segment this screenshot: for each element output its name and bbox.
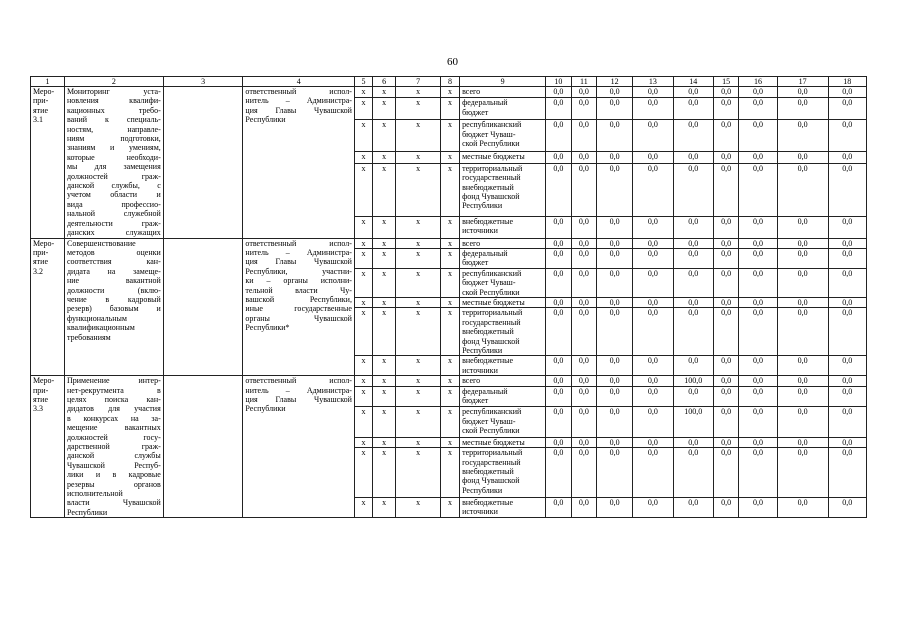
amount-cell: 0,0 [713,356,738,376]
amount-cell: 0,0 [546,497,571,517]
measure-col3 [163,238,243,376]
responsible-executor: ответственный испол- нитель – Администра- ция Главы Чувашской Республики, участни- ки – органы исполни- тельной власти Чу- вашской Республики, иные государственные органы Чувашской Республики* [243,238,355,376]
amount-cell: 0,0 [571,356,596,376]
funding-source: республиканский бюджет Чуваш- ской Республики [460,407,546,437]
measure-title: Применение интер- нет-рекрутмента в целях поиска кан- дидатов для участия в конкурсах на за- мещение вакантных должностей госу- дарственной граж- данской службы Чувашской Респуб- лики и в кадровые резервы органов исполнительной власти Чувашской Республики [64,376,163,518]
code-cell: x [373,120,396,152]
code-cell: x [373,448,396,498]
code-cell: x [373,87,396,98]
amount-cell: 0,0 [546,437,571,448]
amount-cell: 0,0 [739,248,777,268]
amount-cell: 0,0 [739,87,777,98]
amount-cell: 0,0 [777,297,828,307]
amount-cell: 0,0 [777,308,828,356]
code-cell: x [396,407,441,437]
amount-cell: 0,0 [633,248,673,268]
code-cell: x [354,376,372,387]
amount-cell: 0,0 [597,87,633,98]
amount-cell: 0,0 [739,497,777,517]
amount-cell: 0,0 [571,98,596,120]
funding-source: всего [460,376,546,387]
amount-cell: 0,0 [713,238,738,248]
code-cell: x [440,152,459,163]
amount-cell: 0,0 [673,248,713,268]
amount-cell: 0,0 [597,297,633,307]
amount-cell: 0,0 [828,268,866,297]
funding-source: внебюджетные источники [460,356,546,376]
code-cell: x [440,163,459,216]
amount-cell: 0,0 [739,120,777,152]
amount-cell: 0,0 [571,308,596,356]
amount-cell: 0,0 [546,308,571,356]
amount-cell: 0,0 [739,437,777,448]
amount-cell: 0,0 [673,87,713,98]
amount-cell: 0,0 [673,356,713,376]
code-cell: x [396,448,441,498]
amount-cell: 0,0 [828,163,866,216]
amount-cell: 0,0 [633,448,673,498]
code-cell: x [354,87,372,98]
measure-label: Меро- при- ятие 3.1 [31,87,65,239]
amount-cell: 0,0 [713,437,738,448]
amount-cell: 0,0 [597,268,633,297]
amount-cell: 0,0 [777,268,828,297]
code-cell: x [373,356,396,376]
code-cell: x [373,407,396,437]
amount-cell: 0,0 [571,497,596,517]
amount-cell: 0,0 [713,216,738,238]
funding-source: всего [460,87,546,98]
code-cell: x [396,297,441,307]
amount-cell: 0,0 [597,120,633,152]
code-cell: x [354,268,372,297]
amount-cell: 0,0 [828,497,866,517]
code-cell: x [440,98,459,120]
code-cell: x [396,163,441,216]
amount-cell: 0,0 [597,407,633,437]
code-cell: x [440,356,459,376]
amount-cell: 0,0 [673,297,713,307]
amount-cell: 0,0 [739,356,777,376]
column-number-3: 3 [163,77,243,87]
amount-cell: 0,0 [739,448,777,498]
amount-cell: 0,0 [673,497,713,517]
measure-col3 [163,376,243,518]
amount-cell: 0,0 [571,87,596,98]
code-cell: x [396,376,441,387]
column-number-4: 4 [243,77,355,87]
column-number-16: 16 [739,77,777,87]
column-number-17: 17 [777,77,828,87]
code-cell: x [354,497,372,517]
amount-cell: 0,0 [713,163,738,216]
amount-cell: 0,0 [673,163,713,216]
amount-cell: 0,0 [597,386,633,406]
amount-cell: 0,0 [713,386,738,406]
amount-cell: 0,0 [828,308,866,356]
measure-title: Мониторинг уста- новления квалифи- кационных требо- ваний к специаль- ностям, направле- ниям подготовки, знаниям и умениям, которые необходи- мы для замещения должностей граж- данской службы, с учетом области и вида профессио- нальной служебной деятельности граж- данских служащих [64,87,163,239]
code-cell: x [373,268,396,297]
amount-cell: 0,0 [713,497,738,517]
responsible-executor: ответственный испол- нитель – Администра- ция Главы Чувашской Республики [243,87,355,239]
code-cell: x [373,497,396,517]
code-cell: x [354,407,372,437]
code-cell: x [396,268,441,297]
amount-cell: 0,0 [633,497,673,517]
amount-cell: 0,0 [828,437,866,448]
table-row [31,238,867,248]
measure-col3 [163,87,243,239]
amount-cell: 0,0 [597,152,633,163]
amount-cell: 0,0 [571,437,596,448]
amount-cell: 0,0 [828,297,866,307]
column-number-9: 9 [460,77,546,87]
column-number-6: 6 [373,77,396,87]
amount-cell: 0,0 [571,152,596,163]
funding-source: территориальный государственный внебюджетный фонд Чувашской Республики [460,308,546,356]
code-cell: x [373,238,396,248]
amount-cell: 0,0 [713,308,738,356]
amount-cell: 0,0 [777,448,828,498]
code-cell: x [373,98,396,120]
amount-cell: 0,0 [739,376,777,387]
code-cell: x [440,268,459,297]
code-cell: x [354,98,372,120]
amount-cell: 0,0 [777,437,828,448]
amount-cell: 0,0 [633,120,673,152]
column-number-10: 10 [546,77,571,87]
funding-source: федеральный бюджет [460,386,546,406]
amount-cell: 0,0 [546,248,571,268]
code-cell: x [440,376,459,387]
amount-cell: 0,0 [739,407,777,437]
code-cell: x [354,437,372,448]
amount-cell: 0,0 [777,356,828,376]
amount-cell: 0,0 [597,163,633,216]
amount-cell: 0,0 [597,98,633,120]
code-cell: x [373,216,396,238]
amount-cell: 0,0 [633,356,673,376]
amount-cell: 0,0 [546,120,571,152]
column-number-15: 15 [713,77,738,87]
funding-source: внебюджетные источники [460,216,546,238]
amount-cell: 0,0 [739,152,777,163]
amount-cell: 0,0 [713,376,738,387]
amount-cell: 0,0 [828,386,866,406]
amount-cell: 0,0 [713,152,738,163]
amount-cell: 0,0 [713,120,738,152]
code-cell: x [440,448,459,498]
column-number-1: 1 [31,77,65,87]
amount-cell: 100,0 [673,407,713,437]
column-number-2: 2 [64,77,163,87]
amount-cell: 0,0 [546,297,571,307]
code-cell: x [373,386,396,406]
code-cell: x [354,238,372,248]
amount-cell: 0,0 [777,407,828,437]
funding-source: всего [460,238,546,248]
amount-cell: 0,0 [633,87,673,98]
code-cell: x [440,87,459,98]
amount-cell: 0,0 [546,98,571,120]
code-cell: x [373,163,396,216]
amount-cell: 0,0 [597,356,633,376]
amount-cell: 0,0 [546,448,571,498]
amount-cell: 0,0 [546,407,571,437]
code-cell: x [440,386,459,406]
code-cell: x [354,152,372,163]
amount-cell: 0,0 [777,120,828,152]
amount-cell: 0,0 [571,376,596,387]
amount-cell: 0,0 [673,152,713,163]
code-cell: x [354,448,372,498]
funding-source: внебюджетные источники [460,497,546,517]
amount-cell: 0,0 [739,308,777,356]
amount-cell: 0,0 [673,268,713,297]
amount-cell: 0,0 [777,248,828,268]
amount-cell: 0,0 [739,268,777,297]
amount-cell: 0,0 [828,376,866,387]
amount-cell: 0,0 [828,87,866,98]
amount-cell: 0,0 [571,216,596,238]
code-cell: x [440,497,459,517]
amount-cell: 0,0 [828,98,866,120]
amount-cell: 0,0 [828,407,866,437]
amount-cell: 0,0 [546,216,571,238]
amount-cell: 0,0 [828,152,866,163]
code-cell: x [396,308,441,356]
amount-cell: 0,0 [571,448,596,498]
amount-cell: 0,0 [546,163,571,216]
amount-cell: 0,0 [673,120,713,152]
amount-cell: 0,0 [713,268,738,297]
funding-source: республиканский бюджет Чуваш- ской Республики [460,120,546,152]
code-cell: x [396,87,441,98]
code-cell: x [373,437,396,448]
funding-source: федеральный бюджет [460,98,546,120]
code-cell: x [354,163,372,216]
column-number-11: 11 [571,77,596,87]
table-row [31,87,867,98]
amount-cell: 0,0 [546,87,571,98]
code-cell: x [440,248,459,268]
amount-cell: 0,0 [713,87,738,98]
amount-cell: 0,0 [828,248,866,268]
amount-cell: 0,0 [739,98,777,120]
code-cell: x [440,407,459,437]
amount-cell: 0,0 [633,297,673,307]
amount-cell: 0,0 [633,238,673,248]
amount-cell: 0,0 [597,448,633,498]
code-cell: x [396,386,441,406]
code-cell: x [354,216,372,238]
measure-label: Меро- при- ятие 3.2 [31,238,65,376]
code-cell: x [396,120,441,152]
amount-cell: 0,0 [546,152,571,163]
amount-cell: 0,0 [571,238,596,248]
code-cell: x [354,386,372,406]
amount-cell: 0,0 [739,238,777,248]
code-cell: x [373,297,396,307]
code-cell: x [440,308,459,356]
amount-cell: 100,0 [673,376,713,387]
amount-cell: 0,0 [777,376,828,387]
code-cell: x [440,120,459,152]
amount-cell: 0,0 [597,437,633,448]
amount-cell: 0,0 [546,386,571,406]
amount-cell: 0,0 [633,98,673,120]
code-cell: x [440,238,459,248]
amount-cell: 0,0 [739,297,777,307]
amount-cell: 0,0 [777,216,828,238]
amount-cell: 0,0 [571,386,596,406]
code-cell: x [396,497,441,517]
code-cell: x [440,216,459,238]
amount-cell: 0,0 [777,386,828,406]
amount-cell: 0,0 [739,386,777,406]
amount-cell: 0,0 [633,386,673,406]
amount-cell: 0,0 [673,448,713,498]
funding-source: местные бюджеты [460,297,546,307]
code-cell: x [396,216,441,238]
column-number-7: 7 [396,77,441,87]
funding-source: республиканский бюджет Чуваш- ской Республики [460,268,546,297]
code-cell: x [354,308,372,356]
code-cell: x [354,248,372,268]
amount-cell: 0,0 [571,297,596,307]
amount-cell: 0,0 [597,248,633,268]
amount-cell: 0,0 [546,238,571,248]
code-cell: x [396,98,441,120]
code-cell: x [373,152,396,163]
amount-cell: 0,0 [828,356,866,376]
amount-cell: 0,0 [673,98,713,120]
code-cell: x [396,356,441,376]
amount-cell: 0,0 [546,376,571,387]
amount-cell: 0,0 [597,308,633,356]
amount-cell: 0,0 [828,238,866,248]
amount-cell: 0,0 [633,407,673,437]
amount-cell: 0,0 [633,376,673,387]
column-number-14: 14 [673,77,713,87]
code-cell: x [396,437,441,448]
amount-cell: 0,0 [633,268,673,297]
amount-cell: 0,0 [713,248,738,268]
code-cell: x [373,248,396,268]
amount-cell: 0,0 [777,497,828,517]
amount-cell: 0,0 [571,163,596,216]
amount-cell: 0,0 [673,437,713,448]
table-row [31,376,867,387]
amount-cell: 0,0 [828,448,866,498]
amount-cell: 0,0 [633,163,673,216]
amount-cell: 0,0 [597,216,633,238]
column-number-13: 13 [633,77,673,87]
amount-cell: 0,0 [777,152,828,163]
code-cell: x [396,248,441,268]
funding-source: федеральный бюджет [460,248,546,268]
responsible-executor: ответственный испол- нитель – Администра- ция Главы Чувашской Республики [243,376,355,518]
code-cell: x [354,356,372,376]
amount-cell: 0,0 [597,497,633,517]
amount-cell: 0,0 [673,308,713,356]
amount-cell: 0,0 [546,356,571,376]
amount-cell: 0,0 [597,376,633,387]
amount-cell: 0,0 [633,308,673,356]
amount-cell: 0,0 [546,268,571,297]
amount-cell: 0,0 [777,163,828,216]
measure-title: Совершенствование методов оценки соответствия кан- дидата на замеще- ние вакантной должности (вклю- чение в кадровый резерв) базовым и функциональным квалификационным требованиям [64,238,163,376]
amount-cell: 0,0 [777,87,828,98]
column-number-5: 5 [354,77,372,87]
code-cell: x [440,297,459,307]
amount-cell: 0,0 [633,216,673,238]
code-cell: x [354,297,372,307]
amount-cell: 0,0 [713,448,738,498]
amount-cell: 0,0 [633,437,673,448]
amount-cell: 0,0 [571,120,596,152]
amount-cell: 0,0 [673,216,713,238]
column-number-18: 18 [828,77,866,87]
budget-table [30,76,867,518]
code-cell: x [373,376,396,387]
code-cell: x [373,308,396,356]
amount-cell: 0,0 [713,407,738,437]
amount-cell: 0,0 [713,98,738,120]
amount-cell: 0,0 [571,407,596,437]
amount-cell: 0,0 [739,216,777,238]
code-cell: x [396,152,441,163]
amount-cell: 0,0 [597,238,633,248]
funding-source: территориальный государственный внебюджетный фонд Чувашской Республики [460,448,546,498]
column-number-row [31,77,867,87]
amount-cell: 0,0 [713,297,738,307]
funding-source: местные бюджеты [460,437,546,448]
amount-cell: 0,0 [673,238,713,248]
column-number-12: 12 [597,77,633,87]
code-cell: x [396,238,441,248]
amount-cell: 0,0 [571,268,596,297]
amount-cell: 0,0 [828,216,866,238]
amount-cell: 0,0 [777,238,828,248]
amount-cell: 0,0 [739,163,777,216]
amount-cell: 0,0 [633,152,673,163]
amount-cell: 0,0 [828,120,866,152]
column-number-8: 8 [440,77,459,87]
amount-cell: 0,0 [673,386,713,406]
funding-source: территориальный государственный внебюджетный фонд Чувашской Республики [460,163,546,216]
page-number: 60 [447,56,458,68]
amount-cell: 0,0 [777,98,828,120]
code-cell: x [354,120,372,152]
amount-cell: 0,0 [571,248,596,268]
measure-label: Меро- при- ятие 3.3 [31,376,65,518]
code-cell: x [440,437,459,448]
funding-source: местные бюджеты [460,152,546,163]
